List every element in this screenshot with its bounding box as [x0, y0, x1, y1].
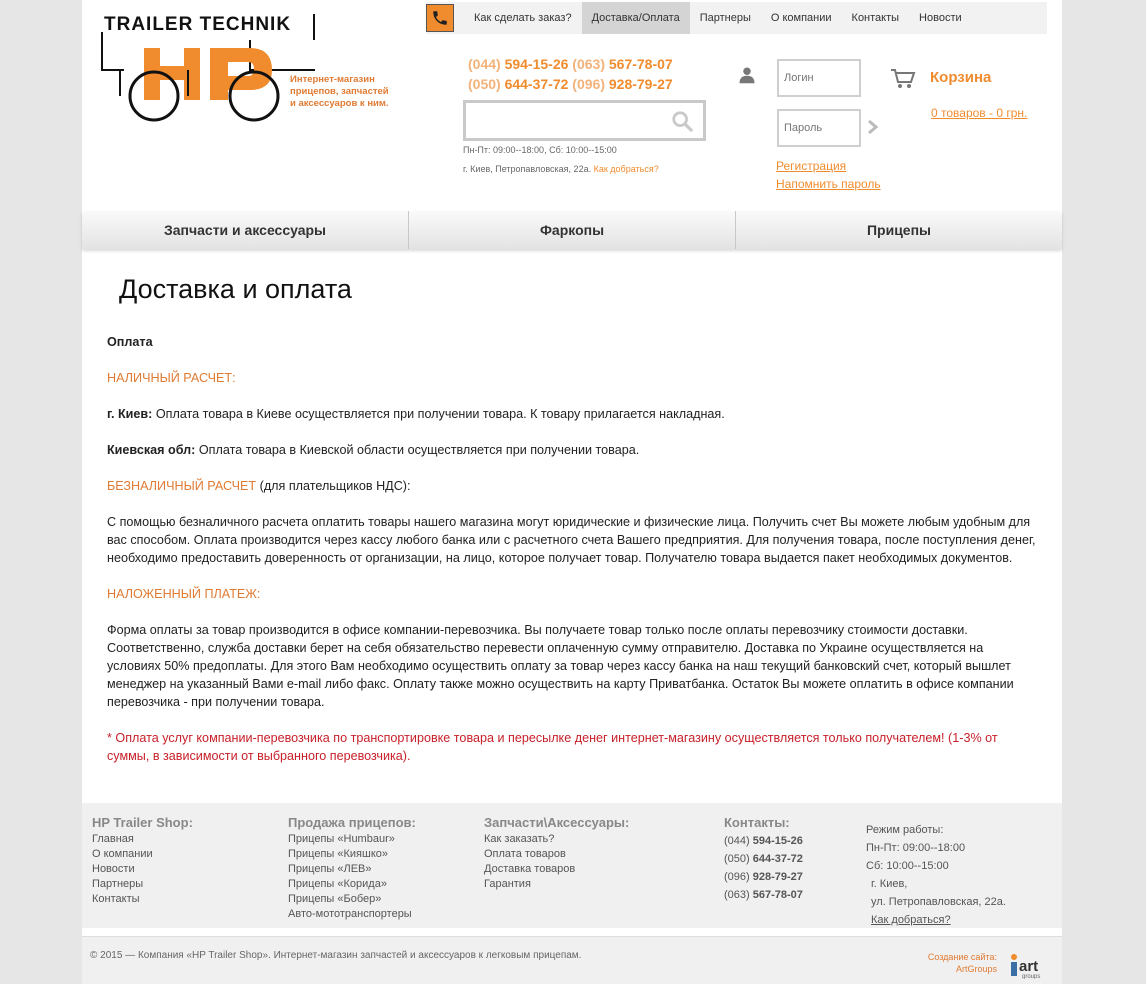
logo-tagline-2: прицепов, запчастей — [290, 86, 389, 97]
search-box — [463, 100, 706, 141]
footer-link-bober[interactable]: Прицепы «Бобер» — [288, 893, 382, 905]
footer-link-korida[interactable]: Прицепы «Корида» — [288, 878, 387, 890]
footer — [82, 803, 1062, 928]
logo-tagline-3: и аксессуаров к ним. — [290, 98, 389, 109]
cashless-text: С помощью безналичного расчета оплатить товары нашего магазина могут юридические и физические лица. Получить счет Вы можете любым удобным для вас способом. Оплата производится через кассу любого банка или с расчетного счета Вашего предприятия. Для получения товара, после поступления денег, необходимо предоставить доверенность от организации, на лицо, которое получает товар. Получателю товара выдается пакет необходимых документов. — [107, 515, 1036, 565]
phone-number: 928-79-27 — [608, 76, 673, 92]
header-phones-row-1 — [468, 56, 673, 72]
footer-link-humbaur[interactable]: Прицепы «Humbaur» — [288, 833, 395, 845]
footer-link-home[interactable]: Главная — [92, 833, 134, 845]
copyright-text: © 2015 — Компания «HP Trailer Shop». Интернет-магазин запчастей и аксессуаров к легковым прицепам. — [90, 950, 582, 961]
header-phones-row-2 — [468, 76, 673, 92]
footer-phone: (050) 644-37-72 — [724, 853, 803, 865]
footer-work-line: ул. Петропавловская, 22а. — [871, 896, 1006, 908]
footer-link-kiyashko[interactable]: Прицепы «Кияшко» — [288, 848, 389, 860]
directions-link[interactable]: Как добраться? — [593, 164, 659, 174]
kiev-paragraph — [107, 405, 1039, 423]
cash-heading: НАЛИЧНЫЙ РАСЧЕТ: — [107, 371, 236, 385]
phone-number: 644-37-72 — [504, 76, 569, 92]
footer-phone: (096) 928-79-27 — [724, 871, 803, 883]
phone-number: 567-78-07 — [608, 56, 673, 72]
region-text: Оплата товара в Киевской области осуществляется при получении товара. — [195, 443, 640, 457]
kiev-label: г. Киев: — [107, 407, 153, 421]
footer-link-about[interactable]: О компании — [92, 848, 153, 860]
cashless-heading: БЕЗНАЛИЧНЫЙ РАСЧЕТ — [107, 479, 257, 493]
remind-password-link[interactable]: Напомнить пароль — [776, 177, 881, 191]
footer-link-transporters[interactable]: Авто-мототранспортеры — [288, 908, 412, 920]
region-label: Киевская обл: — [107, 443, 196, 457]
footer-work-line: г. Киев, — [871, 878, 908, 890]
logo-brand-top: TRAILER TECHNIK — [104, 14, 292, 35]
working-hours: Пн-Пт: 09:00--18:00, Сб: 10:00--15:00 — [463, 145, 617, 155]
made-by-credit[interactable]: Создание сайта: ArtGroups — [927, 952, 997, 974]
password-input[interactable] — [777, 109, 861, 147]
content-area — [107, 333, 1039, 783]
topnav-delivery-payment[interactable]: Доставка/Оплата — [582, 2, 690, 34]
cart-title[interactable]: Корзина — [930, 69, 992, 86]
register-link[interactable]: Регистрация — [776, 159, 847, 173]
footer-col-title: HP Trailer Shop: — [92, 815, 193, 830]
footer-link-how-to-order[interactable]: Как заказать? — [484, 833, 555, 845]
payment-heading: Оплата — [107, 335, 153, 349]
footer-work-line: Пн-Пт: 09:00--18:00 — [866, 842, 966, 854]
topnav-how-to-order[interactable]: Как сделать заказ? — [474, 12, 572, 24]
login-input[interactable] — [777, 59, 861, 97]
logo-tagline-1: Интернет-магазин — [290, 74, 375, 85]
cart-icon[interactable] — [890, 68, 916, 90]
footer-link-lev[interactable]: Прицепы «ЛЕВ» — [288, 863, 372, 875]
footer-work-line: Сб: 10:00--15:00 — [866, 860, 949, 872]
carrier-fee-note: * Оплата услуг компании-перевозчика по транспортировке товара и пересылке денег интернет-магазину осуществляется только получателем! (1-3% от суммы, в зависимости от выбранного перевозчика). — [107, 731, 998, 763]
footer-link-partners[interactable]: Партнеры — [92, 878, 144, 890]
footer-col-trailers — [288, 815, 416, 922]
mainnav-towbars[interactable]: Фаркопы — [409, 211, 736, 249]
kiev-text: Оплата товара в Киеве осуществляется при получении товара. К товару прилагается накладная. — [152, 407, 725, 421]
footer-link-delivery[interactable]: Доставка товаров — [484, 863, 576, 875]
footer-link-news[interactable]: Новости — [92, 863, 135, 875]
topnav-contacts[interactable]: Контакты — [851, 12, 900, 24]
page-title: Доставка и оплата — [119, 274, 352, 304]
footer-col-title: Запчасти\Аксессуары: — [484, 815, 630, 830]
footer-col-working-hours — [866, 821, 1006, 929]
page-container — [82, 0, 1062, 984]
topnav-partners[interactable]: Партнеры — [699, 12, 751, 24]
footer-col-contacts — [724, 815, 803, 904]
footer-col-title: Контакты: — [724, 815, 790, 830]
footer-directions-link[interactable]: Как добраться? — [871, 914, 951, 926]
footer-col-shop — [92, 815, 193, 907]
user-icon — [738, 66, 756, 84]
search-icon[interactable] — [671, 110, 693, 132]
footer-link-payment[interactable]: Оплата товаров — [484, 848, 566, 860]
region-paragraph — [107, 441, 1039, 459]
phone-prefix: (096) — [572, 76, 605, 92]
phone-prefix: (050) — [468, 76, 501, 92]
cod-text: Форма оплаты за товар производится в офисе компании-перевозчика. Вы получаете товар только после оплаты перевозчику стоимости доставки. Соответственно, служба доставки берет на себя обязательство перевести оплаченную сумму отправителю. Доставка по Украине осуществляется на условиях 50% предоплаты. Для этого Вам необходимо осуществить оплату за товар через кассу банка на наш текущий банковский счет, который вышлет менеджер на указанный Вами e-mail либо факс. Оплату также можно осуществить на карту Приватбанка. Остаток Вы можете оплатить в офисе компании перевозчика - при получении товара. — [107, 623, 1014, 709]
site-logo[interactable] — [100, 10, 400, 130]
cod-heading: НАЛОЖЕННЫЙ ПЛАТЕЖ: — [107, 587, 261, 601]
artgroups-logo-text: art — [1019, 958, 1039, 975]
footer-link-contacts[interactable]: Контакты — [92, 893, 140, 905]
footer-phone: (044) 594-15-26 — [724, 835, 803, 847]
address-text: г. Киев, Петропавловская, 22а. — [463, 164, 592, 174]
copyright-bar — [82, 936, 1062, 984]
topnav-about[interactable]: О компании — [770, 12, 832, 24]
mainnav-trailers[interactable]: Прицепы — [866, 222, 932, 238]
cashless-heading-line — [107, 477, 1039, 495]
main-navigation — [82, 211, 1062, 249]
phone-number: 594-15-26 — [504, 56, 569, 72]
footer-work-title: Режим работы: — [866, 824, 944, 836]
header-address-line — [463, 164, 659, 174]
mainnav-parts-accessories[interactable]: Запчасти и аксессуары — [82, 211, 409, 249]
cashless-suffix: (для плательщиков НДС): — [256, 479, 411, 493]
phone-icon — [431, 9, 449, 27]
artgroups-logo[interactable] — [1008, 951, 1048, 979]
artgroups-logo-sub: groups — [1022, 974, 1041, 979]
footer-phone: (063) 567-78-07 — [724, 889, 803, 901]
phone-prefix: (063) — [572, 56, 605, 72]
top-navigation — [426, 2, 1047, 34]
search-input[interactable] — [466, 103, 666, 138]
login-submit-arrow-icon[interactable] — [867, 119, 879, 135]
phone-call-button[interactable] — [426, 4, 454, 32]
footer-link-warranty[interactable]: Гарантия — [484, 878, 531, 890]
footer-col-parts — [484, 815, 629, 892]
footer-col-title: Продажа прицепов: — [288, 815, 416, 830]
cart-summary-link[interactable]: 0 товаров - 0 грн. — [931, 106, 1028, 120]
topnav-news[interactable]: Новости — [919, 12, 962, 24]
phone-prefix: (044) — [468, 56, 501, 72]
